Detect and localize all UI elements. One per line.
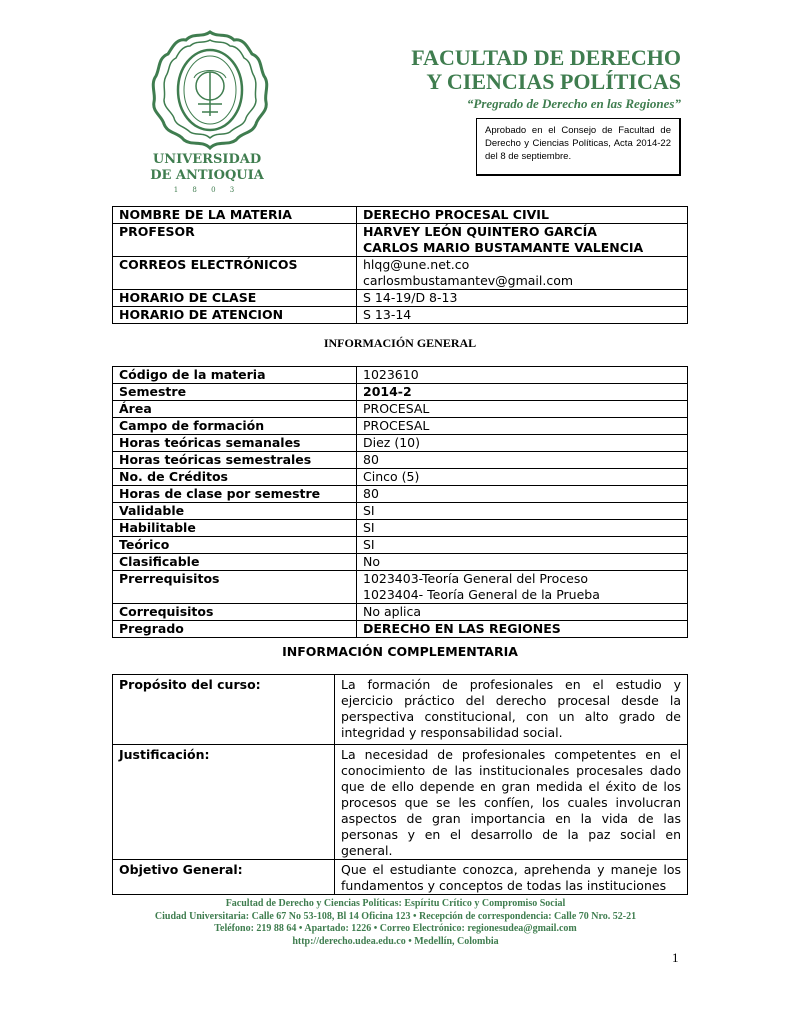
table-row: [113, 554, 688, 571]
table-row: [113, 860, 688, 895]
table-row: [113, 745, 688, 860]
table-row: [113, 571, 688, 604]
general-info-heading: INFORMACIÓN GENERAL: [323, 336, 477, 350]
table-row: [113, 503, 688, 520]
row-label: Validable: [113, 503, 357, 520]
row-value: SI: [357, 503, 688, 520]
row-value: PROCESAL: [357, 401, 688, 418]
table-row: [113, 537, 688, 554]
footer-website-link[interactable]: http://derecho.udea.edu.co • Medellín, Colombia: [292, 935, 499, 947]
page-footer: [40, 898, 751, 948]
general-objective-label: Objetivo General:: [113, 860, 335, 895]
footer-contact: Teléfono: 219 88 64 • Apartado: 1226 • Correo Electrónico: regionesudea@gmail.com: [214, 923, 577, 934]
emails-value: [357, 257, 688, 290]
course-name-label: NOMBRE DE LA MATERIA: [113, 207, 357, 224]
row-label: Correquisitos: [113, 604, 357, 621]
row-label: Código de la materia: [113, 367, 357, 384]
footer-motto: Facultad de Derecho y Ciencias Políticas: Espíritu Crítico y Compromiso Social: [225, 898, 566, 909]
row-value: PROCESAL: [357, 418, 688, 435]
class-schedule-label: HORARIO DE CLASE: [113, 290, 357, 307]
complementary-info-heading: INFORMACIÓN COMPLEMENTARIA: [282, 644, 518, 659]
prerequisite-1: 1023403-Teoría General del Proceso: [363, 571, 588, 586]
table-row: [113, 621, 688, 638]
general-info-table: [112, 366, 688, 638]
row-value: 2014-2: [357, 384, 688, 401]
professor-label: PROFESOR: [113, 224, 357, 257]
row-label: Prerrequisitos: [113, 571, 357, 604]
table-row: [113, 418, 688, 435]
class-schedule-value: S 14-19/D 8-13: [357, 290, 688, 307]
purpose-label: Propósito del curso:: [113, 675, 335, 745]
course-header-table: [112, 206, 688, 324]
general-objective-value: Que el estudiante conozca, aprehenda y maneje los fundamentos y conceptos de todas las instituciones: [335, 860, 688, 895]
table-row: [113, 290, 688, 307]
row-value: 80: [357, 486, 688, 503]
email-link-2[interactable]: carlosmbustamantev@gmail.com: [363, 273, 574, 288]
row-value: Diez (10): [357, 435, 688, 452]
purpose-value: La formación de profesionales en el estudio y ejercicio práctico del derecho procesal desde la perspectiva constitucional, con un alto grado de integridad y responsabilidad social.: [335, 675, 688, 745]
table-row: [113, 486, 688, 503]
table-row: [113, 401, 688, 418]
row-label: Horas teóricas semanales: [113, 435, 357, 452]
table-row: [113, 367, 688, 384]
table-row: [113, 435, 688, 452]
table-row: [113, 384, 688, 401]
row-value: 1023610: [357, 367, 688, 384]
email-link-1[interactable]: hlqg@une.net.co: [363, 257, 470, 272]
row-label: No. de Créditos: [113, 469, 357, 486]
row-value: 80: [357, 452, 688, 469]
professor-name-1: HARVEY LEÓN QUINTERO GARCÍA: [363, 224, 597, 239]
university-name: [132, 152, 282, 184]
table-row: [113, 604, 688, 621]
professor-value: [357, 224, 688, 257]
table-row: [113, 207, 688, 224]
university-name-line1: UNIVERSIDAD: [152, 152, 262, 167]
university-year: 1 8 0 3: [173, 186, 241, 194]
table-row: [113, 675, 688, 745]
page-number: 1: [672, 950, 679, 965]
row-label: Habilitable: [113, 520, 357, 537]
table-row: [113, 257, 688, 290]
table-row: [113, 520, 688, 537]
row-value: SI: [357, 520, 688, 537]
row-label: Horas de clase por semestre: [113, 486, 357, 503]
prerequisite-2: 1023404- Teoría General de la Prueba: [363, 587, 600, 602]
table-row: [113, 307, 688, 324]
justification-label: Justificación:: [113, 745, 335, 860]
row-value: No aplica: [357, 604, 688, 621]
justification-value: La necesidad de profesionales competentes en el conocimiento de las institucionales procesales dado que de ello depende en gran medida el éxito de los procesos que se les confíen, los cuales involucran aspectos de gran importancia en la vida de las personas y en el desarrollo de la paz social en general.: [335, 745, 688, 860]
row-value: DERECHO EN LAS REGIONES: [357, 621, 688, 638]
row-value: No: [357, 554, 688, 571]
faculty-subtitle: “Pregrado de Derecho en las Regiones”: [466, 96, 681, 111]
row-label: Clasificable: [113, 554, 357, 571]
footer-address: Ciudad Universitaria: Calle 67 No 53-108, Bl 14 Oficina 123 • Recepción de correspondencia: Calle 70 Nro. 52-21: [154, 910, 637, 922]
row-label: Campo de formación: [113, 418, 357, 435]
row-label: Horas teóricas semestrales: [113, 452, 357, 469]
office-hours-value: S 13-14: [357, 307, 688, 324]
row-label: Pregrado: [113, 621, 357, 638]
complementary-info-table: [112, 674, 688, 895]
faculty-title: [411, 46, 681, 94]
row-value: Cinco (5): [357, 469, 688, 486]
approval-note-box: Aprobado en el Consejo de Facultad de Derecho y Ciencias Políticas, Acta 2014-22 del 8 de septiembre.: [476, 118, 681, 176]
emails-label: CORREOS ELECTRÓNICOS: [113, 257, 357, 290]
office-hours-label: HORARIO DE ATENCION: [113, 307, 357, 324]
course-name-value: DERECHO PROCESAL CIVIL: [357, 207, 688, 224]
row-value: SI: [357, 537, 688, 554]
faculty-title-line2: Y CIENCIAS POLÍTICAS: [426, 69, 681, 94]
faculty-title-line1: FACULTAD DE DERECHO: [411, 45, 681, 70]
table-row: [113, 469, 688, 486]
table-row: [113, 224, 688, 257]
table-row: [113, 452, 688, 469]
row-label: Semestre: [113, 384, 357, 401]
professor-name-2: CARLOS MARIO BUSTAMANTE VALENCIA: [363, 240, 644, 255]
university-name-line2: DE ANTIOQUIA: [150, 168, 264, 183]
row-label: Teórico: [113, 537, 357, 554]
row-value: [357, 571, 688, 604]
row-label: Área: [113, 401, 357, 418]
